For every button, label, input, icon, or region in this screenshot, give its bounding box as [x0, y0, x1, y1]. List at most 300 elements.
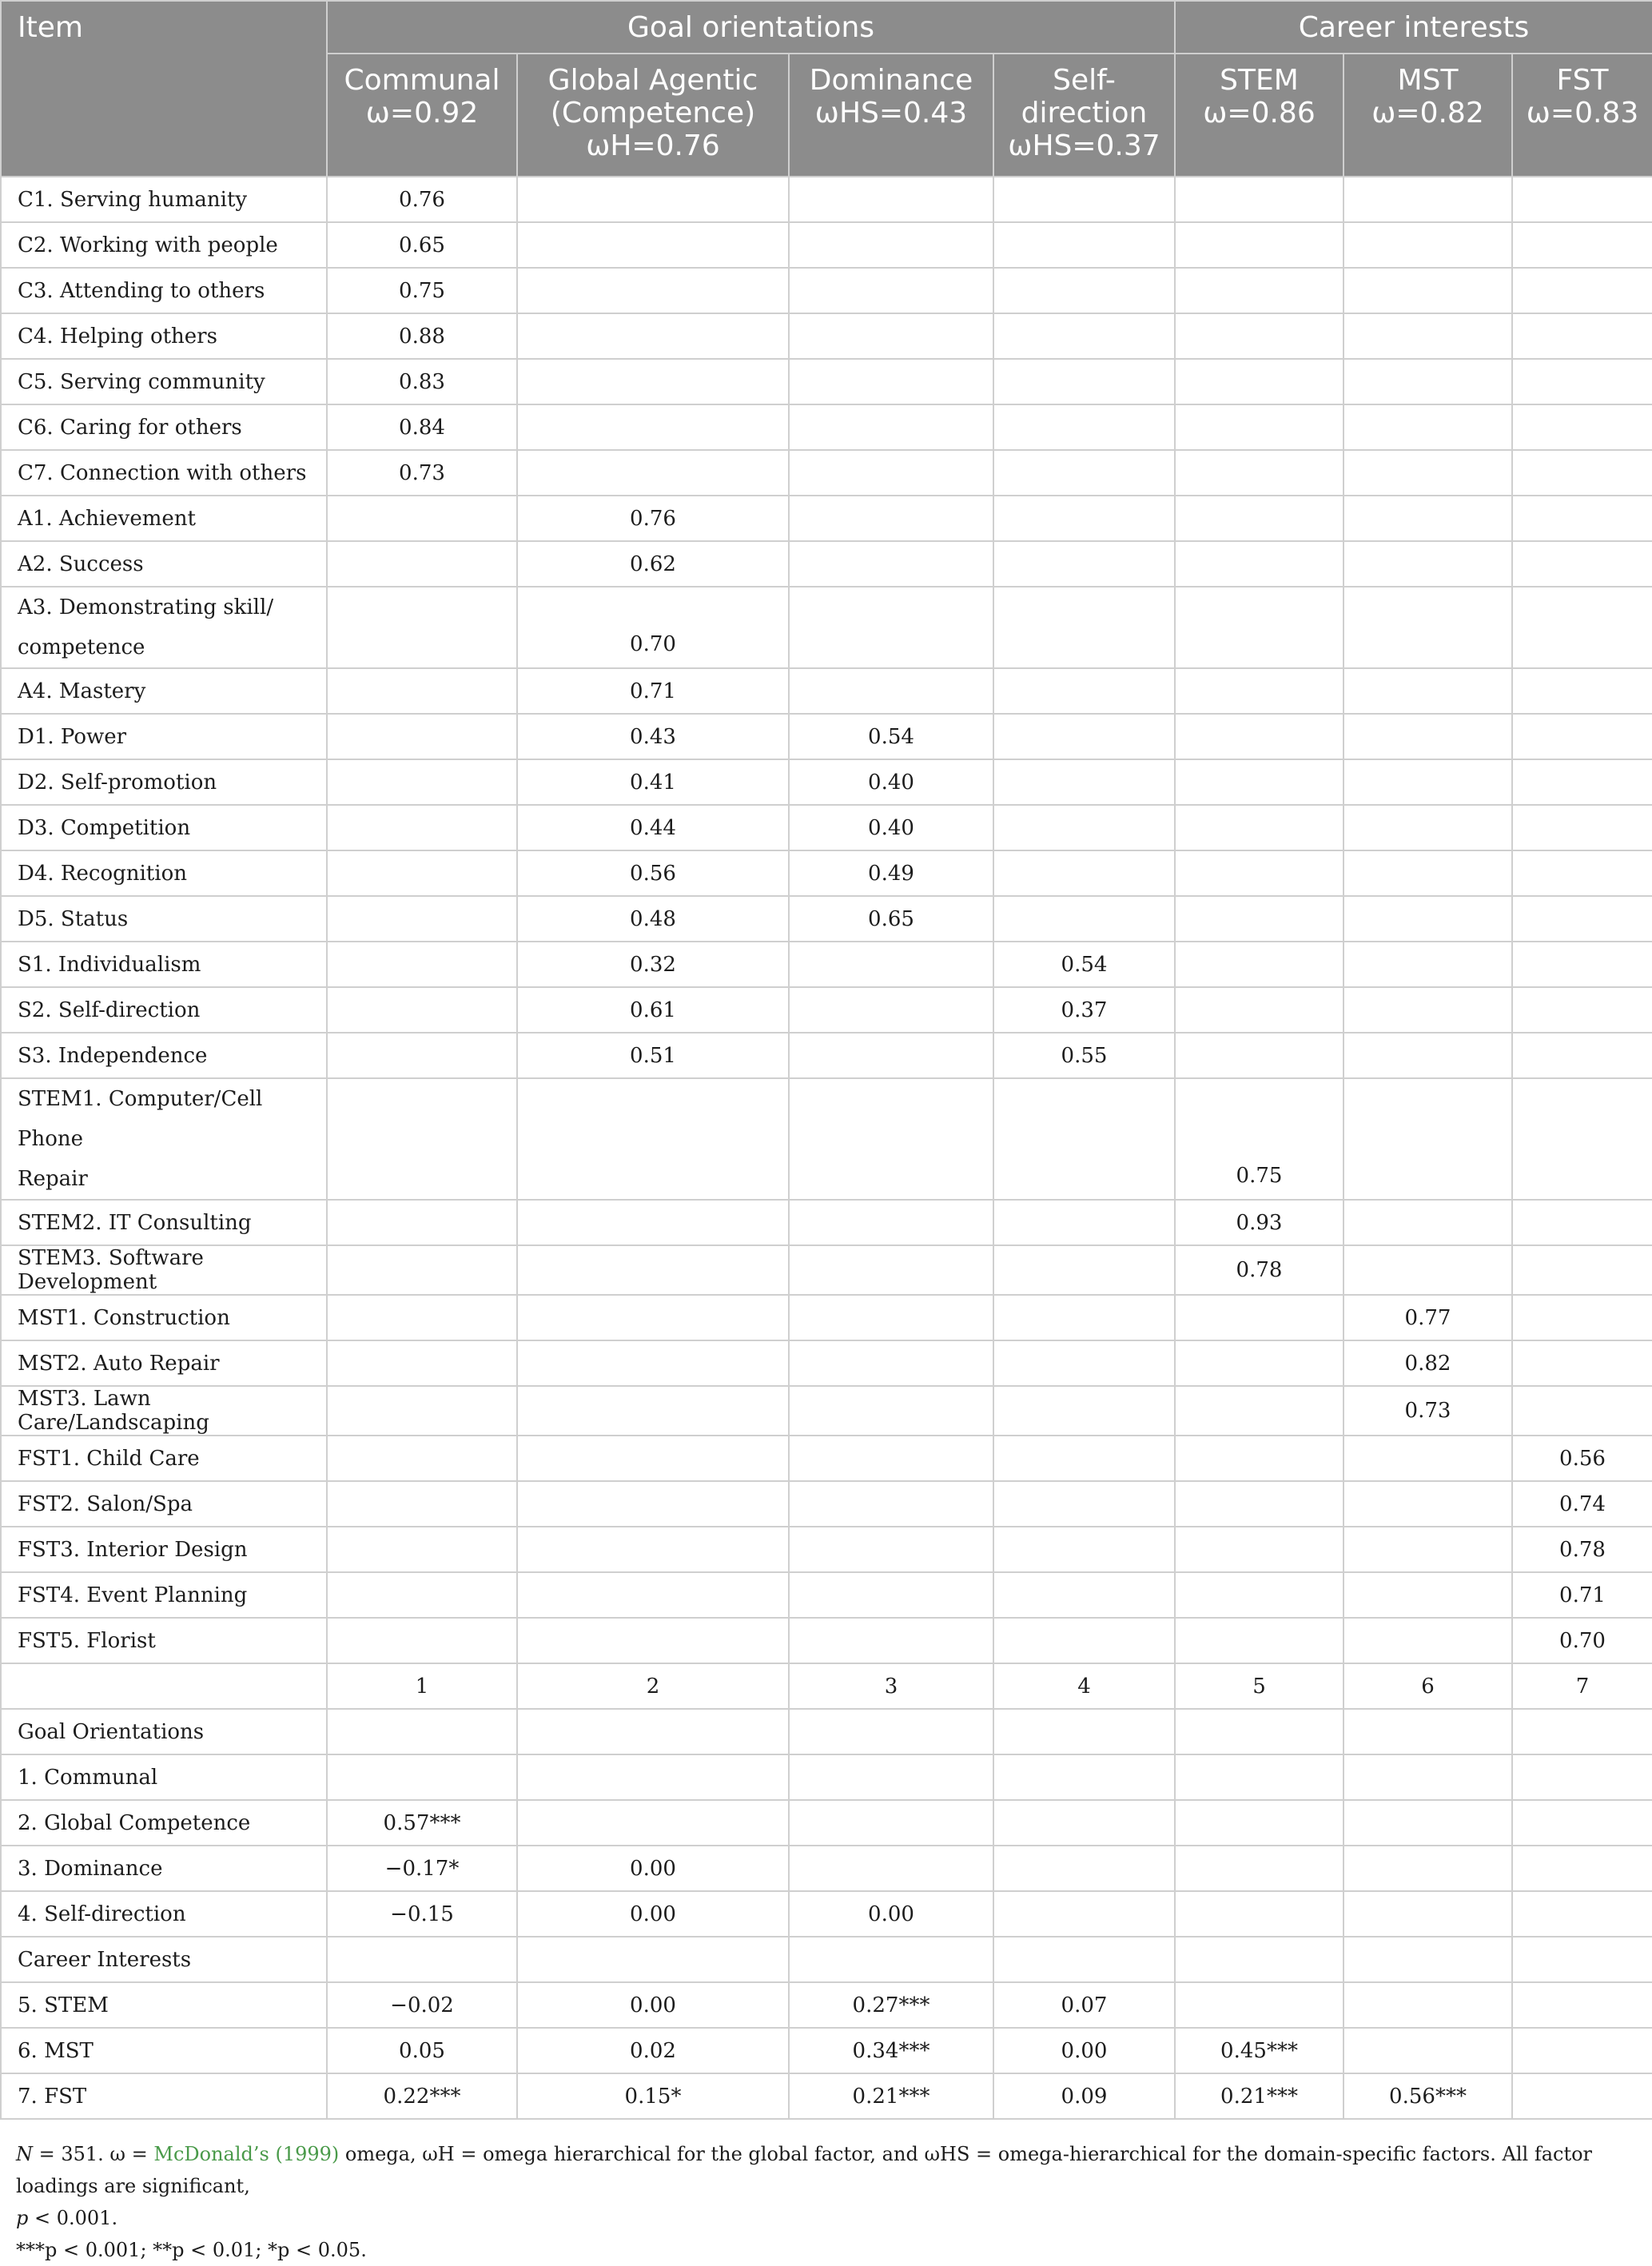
value-cell	[517, 268, 789, 313]
value-cell: −0.02	[327, 1982, 517, 2028]
item-label: C1. Serving humanity	[1, 177, 327, 222]
value-cell	[327, 759, 517, 805]
value-cell	[1175, 850, 1343, 896]
value-cell	[993, 1800, 1175, 1846]
value-cell	[993, 668, 1175, 714]
value-cell: 0.21***	[1175, 2073, 1343, 2119]
item-label: STEM2. IT Consulting	[1, 1200, 327, 1245]
correlation-row	[1, 2073, 1652, 2119]
value-cell	[517, 177, 789, 222]
loading-row	[1, 1481, 1652, 1527]
value-cell	[993, 1078, 1175, 1200]
correlation-row	[1, 1891, 1652, 1937]
value-cell	[1512, 1937, 1652, 1982]
value-cell	[789, 404, 993, 450]
value-cell	[517, 1295, 789, 1340]
value-cell: 0.56	[517, 850, 789, 896]
value-cell	[327, 1245, 517, 1295]
value-cell	[1175, 1386, 1343, 1436]
value-cell	[1512, 404, 1652, 450]
value-cell	[1175, 1033, 1343, 1078]
item-label: C3. Attending to others	[1, 268, 327, 313]
value-cell	[993, 587, 1175, 668]
value-cell	[789, 496, 993, 541]
value-cell	[1343, 896, 1512, 942]
value-cell	[993, 177, 1175, 222]
value-cell	[1343, 1618, 1512, 1663]
value-cell	[1343, 942, 1512, 987]
correlation-index-row	[1, 1663, 1652, 1709]
value-cell	[327, 942, 517, 987]
item-label: FST5. Florist	[1, 1618, 327, 1663]
value-cell	[789, 587, 993, 668]
value-cell	[327, 1937, 517, 1982]
value-cell: 0.56***	[1343, 2073, 1512, 2119]
item-label: MST1. Construction	[1, 1295, 327, 1340]
value-cell	[327, 1709, 517, 1754]
value-cell	[1512, 2073, 1652, 2119]
value-cell	[789, 987, 993, 1033]
column-header: MST ω=0.82	[1343, 54, 1512, 177]
item-label: C7. Connection with others	[1, 450, 327, 496]
value-cell	[1512, 450, 1652, 496]
value-cell: 0.71	[1512, 1572, 1652, 1618]
value-cell	[789, 1937, 993, 1982]
value-cell	[993, 1618, 1175, 1663]
item-label: 5. STEM	[1, 1982, 327, 2028]
footnote-definitions: N = 351. ω = McDonald’s (1999) omega, ωH = omega hierarchical for the global factor, and ωHS = omega-hierarchical for the domain-specific factors. All factor loadings are significant,	[16, 2143, 1593, 2197]
value-cell	[789, 1386, 993, 1436]
value-cell	[1512, 177, 1652, 222]
value-cell	[517, 1245, 789, 1295]
value-cell	[1512, 1295, 1652, 1340]
correlation-row	[1, 1754, 1652, 1800]
value-cell	[993, 1846, 1175, 1891]
value-cell: 0.00	[517, 1982, 789, 2028]
loading-row	[1, 1033, 1652, 1078]
value-cell	[1512, 805, 1652, 850]
value-cell	[327, 1033, 517, 1078]
value-cell	[1175, 1481, 1343, 1527]
value-cell	[1175, 268, 1343, 313]
value-cell	[1175, 1937, 1343, 1982]
item-label: Goal Orientations	[1, 1709, 327, 1754]
goal-orientations-header: Goal orientations	[327, 1, 1175, 54]
item-label: D4. Recognition	[1, 850, 327, 896]
value-cell	[993, 759, 1175, 805]
value-cell	[517, 1754, 789, 1800]
value-cell	[327, 896, 517, 942]
value-cell	[789, 668, 993, 714]
value-cell: 0.71	[517, 668, 789, 714]
value-cell	[993, 496, 1175, 541]
value-cell	[1512, 1340, 1652, 1386]
value-cell	[1343, 359, 1512, 404]
value-cell	[517, 1709, 789, 1754]
value-cell	[993, 1436, 1175, 1481]
loading-row	[1, 714, 1652, 759]
value-cell	[789, 1295, 993, 1340]
value-cell	[993, 1200, 1175, 1245]
value-cell	[327, 1295, 517, 1340]
value-cell	[1512, 222, 1652, 268]
value-cell	[1512, 1386, 1652, 1436]
loading-row	[1, 987, 1652, 1033]
value-cell	[1175, 541, 1343, 587]
value-cell: −0.15	[327, 1891, 517, 1937]
item-label: STEM3. Software Development	[1, 1245, 327, 1295]
loading-row	[1, 942, 1652, 987]
value-cell	[1175, 1340, 1343, 1386]
value-cell	[1512, 1800, 1652, 1846]
value-cell	[1512, 759, 1652, 805]
value-cell	[1343, 1481, 1512, 1527]
loading-row	[1, 1527, 1652, 1572]
item-label: 6. MST	[1, 2028, 327, 2073]
value-cell	[789, 1618, 993, 1663]
value-cell	[993, 850, 1175, 896]
value-cell: 0.54	[789, 714, 993, 759]
value-cell	[517, 1078, 789, 1200]
loading-row	[1, 177, 1652, 222]
value-cell	[327, 1436, 517, 1481]
loading-row	[1, 541, 1652, 587]
value-cell	[993, 450, 1175, 496]
value-cell	[1512, 1709, 1652, 1754]
item-label: S3. Independence	[1, 1033, 327, 1078]
value-cell	[517, 1340, 789, 1386]
item-label: C4. Helping others	[1, 313, 327, 359]
value-cell	[993, 805, 1175, 850]
value-cell	[1175, 896, 1343, 942]
column-index: 4	[993, 1663, 1175, 1709]
value-cell	[1343, 1800, 1512, 1846]
value-cell	[1343, 496, 1512, 541]
value-cell: 0.51	[517, 1033, 789, 1078]
value-cell: 0.05	[327, 2028, 517, 2073]
value-cell	[1512, 1245, 1652, 1295]
value-cell	[327, 1481, 517, 1527]
value-cell: 0.07	[993, 1982, 1175, 2028]
correlation-row	[1, 2028, 1652, 2073]
value-cell	[1343, 805, 1512, 850]
item-label: MST3. Lawn Care/Landscaping	[1, 1386, 327, 1436]
item-label: FST2. Salon/Spa	[1, 1481, 327, 1527]
value-cell	[1343, 404, 1512, 450]
value-cell: 0.54	[993, 942, 1175, 987]
value-cell	[517, 313, 789, 359]
value-cell	[1343, 1709, 1512, 1754]
value-cell: 0.21***	[789, 2073, 993, 2119]
value-cell	[1175, 942, 1343, 987]
value-cell	[789, 1436, 993, 1481]
value-cell: 0.74	[1512, 1481, 1652, 1527]
value-cell: 0.00	[517, 1846, 789, 1891]
value-cell	[789, 541, 993, 587]
value-cell	[1343, 1033, 1512, 1078]
value-cell	[1175, 587, 1343, 668]
citation-link[interactable]: McDonald’s (1999)	[153, 2143, 340, 2165]
value-cell	[993, 268, 1175, 313]
value-cell	[1343, 1982, 1512, 2028]
value-cell	[327, 1200, 517, 1245]
loading-row	[1, 496, 1652, 541]
item-column-header: Item	[1, 1, 327, 177]
item-label: 4. Self-direction	[1, 1891, 327, 1937]
loading-row	[1, 587, 1652, 668]
value-cell	[789, 1709, 993, 1754]
value-cell	[1175, 1295, 1343, 1340]
value-cell	[1512, 714, 1652, 759]
value-cell	[1512, 313, 1652, 359]
value-cell	[1175, 177, 1343, 222]
value-cell: 0.76	[517, 496, 789, 541]
value-cell: −0.17*	[327, 1846, 517, 1891]
value-cell: 0.75	[327, 268, 517, 313]
item-label: Career Interests	[1, 1937, 327, 1982]
value-cell	[1512, 496, 1652, 541]
value-cell	[1343, 987, 1512, 1033]
value-cell	[789, 1527, 993, 1572]
value-cell	[1175, 805, 1343, 850]
value-cell	[1343, 1436, 1512, 1481]
value-cell	[1175, 1891, 1343, 1937]
value-cell	[1512, 268, 1652, 313]
value-cell	[993, 1481, 1175, 1527]
value-cell: 0.70	[517, 587, 789, 668]
value-cell	[993, 1937, 1175, 1982]
value-cell: 0.88	[327, 313, 517, 359]
value-cell	[993, 222, 1175, 268]
value-cell	[1512, 987, 1652, 1033]
item-label: 1. Communal	[1, 1754, 327, 1800]
value-cell	[327, 987, 517, 1033]
item-label: C6. Caring for others	[1, 404, 327, 450]
value-cell: 0.93	[1175, 1200, 1343, 1245]
value-cell: 0.15*	[517, 2073, 789, 2119]
column-header: Communal ω=0.92	[327, 54, 517, 177]
value-cell	[1343, 450, 1512, 496]
value-cell	[327, 1527, 517, 1572]
value-cell	[993, 1245, 1175, 1295]
value-cell	[789, 268, 993, 313]
value-cell: 0.70	[1512, 1618, 1652, 1663]
value-cell	[1343, 268, 1512, 313]
value-cell	[1343, 1527, 1512, 1572]
value-cell	[327, 850, 517, 896]
item-label: MST2. Auto Repair	[1, 1340, 327, 1386]
table-footnotes	[16, 2138, 1638, 2266]
value-cell	[1512, 1891, 1652, 1937]
value-cell	[1343, 759, 1512, 805]
value-cell: 0.22***	[327, 2073, 517, 2119]
value-cell: 0.45***	[1175, 2028, 1343, 2073]
item-label: C5. Serving community	[1, 359, 327, 404]
value-cell	[327, 1386, 517, 1436]
column-header: Dominance ωHS=0.43	[789, 54, 993, 177]
value-cell	[517, 450, 789, 496]
value-cell	[1343, 1245, 1512, 1295]
value-cell	[993, 1527, 1175, 1572]
item-label: STEM1. Computer/Cell Phone Repair	[1, 1078, 327, 1200]
value-cell	[993, 1340, 1175, 1386]
value-cell	[327, 496, 517, 541]
value-cell	[1175, 1846, 1343, 1891]
column-index: 1	[327, 1663, 517, 1709]
value-cell	[1512, 1078, 1652, 1200]
loading-row	[1, 850, 1652, 896]
value-cell: 0.65	[789, 896, 993, 942]
item-label: 2. Global Competence	[1, 1800, 327, 1846]
value-cell	[327, 1618, 517, 1663]
footnote-significance-threshold: p < 0.001.	[16, 2207, 118, 2229]
value-cell	[1175, 1618, 1343, 1663]
item-label: D5. Status	[1, 896, 327, 942]
column-index: 3	[789, 1663, 993, 1709]
loading-row	[1, 805, 1652, 850]
value-cell	[517, 1572, 789, 1618]
value-cell	[327, 541, 517, 587]
value-cell	[1512, 1200, 1652, 1245]
value-cell	[1175, 1709, 1343, 1754]
loading-row	[1, 1386, 1652, 1436]
value-cell: 0.00	[517, 1891, 789, 1937]
value-cell	[789, 1078, 993, 1200]
correlation-row	[1, 1846, 1652, 1891]
value-cell	[517, 1200, 789, 1245]
value-cell: 0.40	[789, 759, 993, 805]
value-cell	[1343, 850, 1512, 896]
value-cell	[517, 1937, 789, 1982]
value-cell	[1512, 896, 1652, 942]
career-interests-header: Career interests	[1175, 1, 1652, 54]
item-label: FST1. Child Care	[1, 1436, 327, 1481]
value-cell	[1512, 359, 1652, 404]
loading-row	[1, 1436, 1652, 1481]
correlation-row	[1, 1982, 1652, 2028]
value-cell: 0.61	[517, 987, 789, 1033]
value-cell	[1175, 1527, 1343, 1572]
value-cell	[327, 714, 517, 759]
loading-row	[1, 759, 1652, 805]
value-cell	[1175, 1754, 1343, 1800]
column-header: Self- direction ωHS=0.37	[993, 54, 1175, 177]
loading-row	[1, 1572, 1652, 1618]
value-cell	[327, 1078, 517, 1200]
value-cell	[1175, 404, 1343, 450]
value-cell	[517, 404, 789, 450]
value-cell	[1175, 1572, 1343, 1618]
value-cell	[993, 714, 1175, 759]
value-cell	[993, 541, 1175, 587]
value-cell	[327, 1572, 517, 1618]
value-cell	[993, 1295, 1175, 1340]
value-cell	[517, 359, 789, 404]
value-cell	[1512, 1754, 1652, 1800]
loading-row	[1, 222, 1652, 268]
value-cell	[993, 1709, 1175, 1754]
value-cell: 0.83	[327, 359, 517, 404]
value-cell: 0.37	[993, 987, 1175, 1033]
value-cell	[789, 1572, 993, 1618]
value-cell: 0.76	[327, 177, 517, 222]
value-cell	[1343, 2028, 1512, 2073]
value-cell	[1343, 587, 1512, 668]
value-cell: 0.27***	[789, 1982, 993, 2028]
column-header: Global Agentic (Competence) ωH=0.76	[517, 54, 789, 177]
value-cell	[1175, 496, 1343, 541]
table-body	[1, 177, 1652, 2119]
value-cell: 0.65	[327, 222, 517, 268]
value-cell	[1343, 541, 1512, 587]
value-cell	[789, 1754, 993, 1800]
value-cell: 0.73	[327, 450, 517, 496]
value-cell: 0.40	[789, 805, 993, 850]
value-cell	[1175, 759, 1343, 805]
value-cell	[789, 450, 993, 496]
loading-row	[1, 404, 1652, 450]
value-cell	[327, 587, 517, 668]
value-cell: 0.77	[1343, 1295, 1512, 1340]
value-cell	[517, 1436, 789, 1481]
value-cell: 0.55	[993, 1033, 1175, 1078]
loading-row	[1, 1295, 1652, 1340]
value-cell	[993, 1754, 1175, 1800]
item-label: D3. Competition	[1, 805, 327, 850]
correlation-row	[1, 1937, 1652, 1982]
value-cell: 0.44	[517, 805, 789, 850]
value-cell	[789, 942, 993, 987]
value-cell	[993, 1891, 1175, 1937]
value-cell	[1175, 668, 1343, 714]
value-cell	[993, 1386, 1175, 1436]
value-cell	[517, 1618, 789, 1663]
item-label: 3. Dominance	[1, 1846, 327, 1891]
value-cell	[1512, 942, 1652, 987]
value-cell	[789, 1846, 993, 1891]
value-cell	[1175, 1800, 1343, 1846]
value-cell: 0.75	[1175, 1078, 1343, 1200]
value-cell	[1175, 714, 1343, 759]
loading-row	[1, 896, 1652, 942]
value-cell	[517, 1481, 789, 1527]
value-cell	[1343, 313, 1512, 359]
value-cell	[789, 1200, 993, 1245]
item-label: A3. Demonstrating skill/ competence	[1, 587, 327, 668]
value-cell: 0.62	[517, 541, 789, 587]
value-cell	[789, 222, 993, 268]
value-cell	[993, 313, 1175, 359]
value-cell	[1175, 987, 1343, 1033]
value-cell	[1512, 2028, 1652, 2073]
item-label: C2. Working with people	[1, 222, 327, 268]
value-cell: 0.73	[1343, 1386, 1512, 1436]
value-cell	[327, 668, 517, 714]
value-cell	[993, 359, 1175, 404]
value-cell	[1175, 1436, 1343, 1481]
column-header: STEM ω=0.86	[1175, 54, 1343, 177]
value-cell: 0.43	[517, 714, 789, 759]
value-cell	[517, 1527, 789, 1572]
loading-row	[1, 1245, 1652, 1295]
value-cell	[1343, 1937, 1512, 1982]
group-header-row	[1, 1, 1652, 54]
value-cell	[1512, 587, 1652, 668]
loading-row	[1, 1200, 1652, 1245]
value-cell	[789, 1481, 993, 1527]
value-cell	[1343, 668, 1512, 714]
correlation-row	[1, 1800, 1652, 1846]
